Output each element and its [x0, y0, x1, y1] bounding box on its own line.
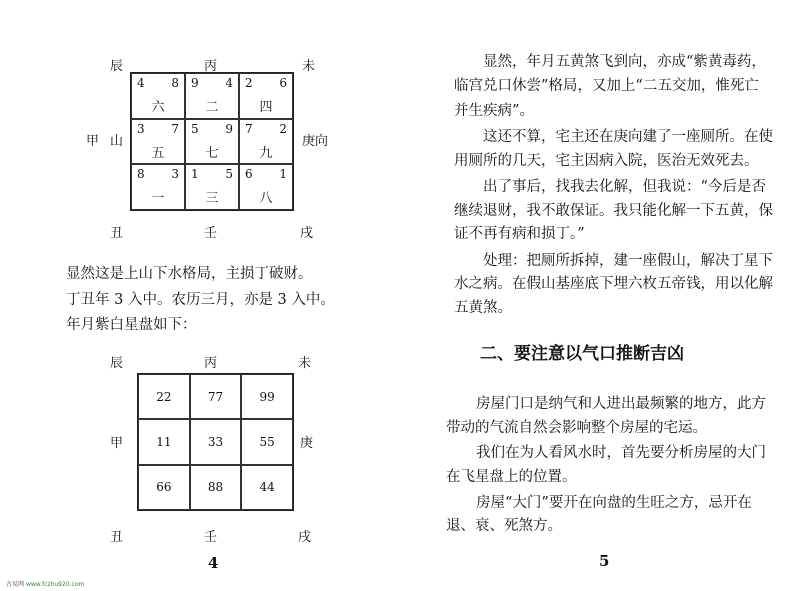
section-heading: 二、要注意以气口推断吉凶 — [480, 344, 684, 364]
chart-cell: 88 — [190, 465, 242, 510]
flying-star-chart — [130, 72, 294, 211]
chart-cell — [131, 119, 185, 165]
cell-mountain-star: 9 — [191, 76, 199, 90]
cell-mountain-star: 6 — [245, 167, 253, 182]
cell-star: 二 — [205, 100, 219, 115]
cell-mountain-star: 5 — [191, 121, 199, 136]
label-xu: 戌 — [298, 530, 312, 545]
chart-cell — [185, 119, 239, 165]
text-line: 丁丑年 3 入中。农历三月，亦是 3 入中。 — [66, 292, 335, 308]
text-line: 五黄煞。 — [454, 300, 512, 316]
cell-mountain-star: 1 — [191, 167, 199, 182]
text-line: 证不再有病和损丁。” — [454, 226, 585, 242]
label-ren: 壬 — [204, 226, 218, 241]
cell-mountain-star: 2 — [245, 76, 253, 90]
chart-cell: 66 — [138, 465, 190, 510]
chart-cell — [185, 73, 239, 119]
chart-cell — [131, 164, 185, 210]
text-line: 水之病。在假山基座底下埋六枚五帝钱，用以化解 — [454, 276, 773, 292]
label-bing: 丙 — [204, 356, 218, 371]
chart-cell — [239, 73, 293, 119]
label-xu: 戌 — [300, 226, 314, 241]
chart-cell — [239, 119, 293, 165]
cell-star: 八 — [259, 191, 273, 207]
cell-facing-star: 7 — [171, 121, 179, 136]
cell-facing-star: 8 — [171, 76, 179, 90]
label-jia: 甲 — [110, 436, 124, 451]
zibai-star-chart — [137, 373, 294, 511]
chart-cell: 33 — [190, 419, 242, 464]
label-chou: 丑 — [110, 530, 124, 545]
text-line: 房屋门口是纳气和人进出最频繁的地方，此方 — [476, 396, 766, 412]
chart-cell — [131, 73, 185, 119]
cell-mountain-star: 7 — [245, 121, 253, 136]
text-line: 退、衰、死煞方。 — [446, 518, 562, 534]
text-line: 用厕所的几天，宅主因病入院，医治无效死去。 — [454, 153, 759, 169]
text-line: 带动的气流自然会影响整个房屋的宅运。 — [446, 420, 707, 436]
cell-mountain-star: 8 — [137, 167, 145, 182]
chart-cell: 99 — [241, 374, 293, 419]
page-number: 5 — [599, 552, 610, 570]
label-bing: 丙 — [204, 59, 218, 74]
cell-star: 一 — [151, 191, 165, 207]
label-ren: 壬 — [204, 530, 218, 545]
text-line: 我们在为人看风水时，首先要分析房屋的大门 — [476, 445, 766, 461]
cell-star: 六 — [151, 100, 165, 115]
label-shan: 山 — [110, 134, 124, 149]
cell-facing-star: 1 — [279, 167, 287, 182]
label-chen: 辰 — [110, 59, 124, 74]
label-chen: 辰 — [110, 356, 124, 371]
label-geng-xiang: 庚向 — [302, 134, 329, 149]
cell-star: 五 — [151, 145, 165, 161]
label-geng: 庚 — [300, 436, 314, 451]
text-line: 并生疾病”。 — [454, 103, 534, 119]
watermark-site: 古易网 — [6, 581, 25, 588]
chart-cell: 77 — [190, 374, 242, 419]
cell-facing-star: 9 — [225, 121, 233, 136]
cell-mountain-star: 4 — [137, 76, 145, 90]
cell-facing-star: 5 — [225, 167, 233, 182]
cell-facing-star: 3 — [171, 167, 179, 182]
text-line: 临宫兑口休尝”格局，又加上“二五交加，惟死亡 — [454, 78, 759, 94]
page-number: 4 — [208, 554, 219, 572]
cell-star: 九 — [259, 145, 273, 161]
chart-cell — [239, 164, 293, 210]
text-line: 在飞星盘上的位置。 — [446, 469, 577, 485]
cell-mountain-star: 3 — [137, 121, 145, 136]
chart-cell: 44 — [241, 465, 293, 510]
text-line: 处理：把厕所拆掉，建一座假山，解决丁星下 — [483, 253, 773, 269]
chart-cell: 55 — [241, 419, 293, 464]
chart-cell: 22 — [138, 374, 190, 419]
label-wei: 未 — [302, 59, 316, 74]
cell-facing-star: 6 — [279, 76, 287, 90]
text-line: 房屋“大门”要开在向盘的生旺之方，忌开在 — [476, 495, 752, 511]
cell-star: 四 — [259, 100, 273, 115]
cell-facing-star: 4 — [225, 76, 233, 90]
text-line: 年月紫白星盘如下： — [66, 317, 197, 333]
text-line: 这还不算，宅主还在庚向建了一座厕所。在使 — [483, 129, 773, 145]
text-line: 显然，年月五黄煞飞到向，亦成“紫黄毒药， — [483, 54, 766, 70]
cell-star: 三 — [205, 191, 219, 207]
watermark — [6, 579, 84, 588]
label-chou: 丑 — [110, 226, 124, 241]
label-wei: 未 — [298, 356, 312, 371]
cell-star: 七 — [205, 145, 219, 161]
watermark-url: www.fczhu920.com — [25, 581, 85, 588]
text-line: 出了事后，找我去化解，但我说：“今后是否 — [483, 179, 766, 195]
chart-cell — [185, 164, 239, 210]
label-jia: 甲 — [86, 134, 100, 149]
text-line: 显然这是上山下水格局，主损丁破财。 — [66, 266, 313, 282]
chart-cell: 11 — [138, 419, 190, 464]
text-line: 继续退财，我不敢保证。我只能化解一下五黄，保 — [454, 203, 773, 219]
cell-facing-star: 2 — [279, 121, 287, 136]
